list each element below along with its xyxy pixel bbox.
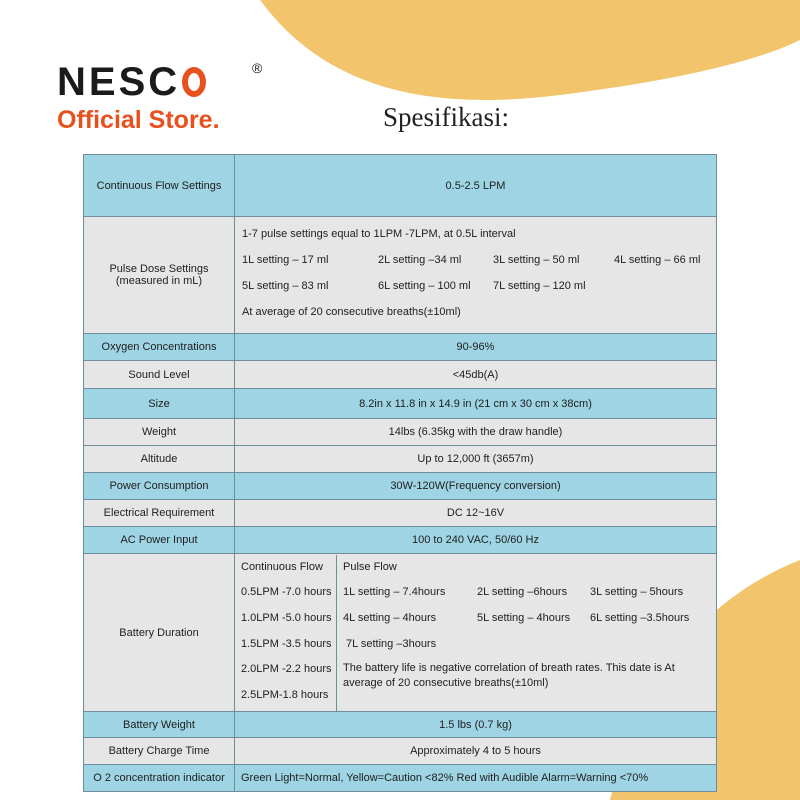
row-value: 14lbs (6.35kg with the draw handle) — [235, 419, 717, 446]
table-row — [84, 361, 717, 389]
row-label: Weight — [84, 419, 235, 446]
row-value: 30W-120W(Frequency conversion) — [235, 473, 717, 500]
list-item: 2L setting –6hours — [477, 586, 568, 599]
row-value: Approximately 4 to 5 hours — [235, 738, 717, 765]
row-value: DC 12~16V — [235, 500, 717, 527]
table-row — [84, 473, 717, 500]
list-item: 6L setting –3.5hours — [590, 611, 690, 624]
table-row — [84, 712, 717, 738]
list-item: 2L setting –34 ml — [378, 254, 462, 266]
list-item: 5L setting – 83 ml — [242, 280, 329, 292]
table-row — [84, 527, 717, 554]
row-label: Size — [84, 389, 235, 419]
table-row — [84, 446, 717, 473]
pulse-settings — [242, 247, 710, 299]
row-label: Pulse Dose Settings (measured in mL) — [84, 217, 235, 334]
logo-wordmark: NESC — [57, 60, 220, 104]
row-value: Up to 12,000 ft (3657m) — [235, 446, 717, 473]
table-row — [84, 554, 717, 712]
nesco-logo — [57, 60, 263, 134]
row-label: Battery Weight — [84, 712, 235, 738]
spec-table — [83, 154, 717, 792]
list-item: 2.5LPM-1.8 hours — [241, 688, 329, 701]
list-item: 1.5LPM -3.5 hours — [241, 637, 332, 650]
row-label: Continuous Flow Settings — [84, 155, 235, 217]
list-item: 7L setting – 120 ml — [493, 280, 586, 292]
registered-mark: ® — [252, 60, 263, 76]
list-item: 4L setting – 66 ml — [614, 254, 701, 266]
row-value: 90-96% — [235, 334, 717, 361]
list-item: 7L setting –3hours — [346, 637, 437, 650]
row-label: Power Consumption — [84, 473, 235, 500]
table-row — [84, 419, 717, 446]
pulse-intro: 1-7 pulse settings equal to 1LPM -7LPM, at 0.5L interval — [242, 228, 516, 240]
list-item: 6L setting – 100 ml — [378, 280, 471, 292]
list-item: 2.0LPM -2.2 hours — [241, 663, 332, 676]
row-value: <45db(A) — [235, 361, 717, 389]
row-label: AC Power Input — [84, 527, 235, 554]
table-row — [84, 765, 717, 792]
row-value — [235, 217, 717, 334]
row-label: Electrical Requirement — [84, 500, 235, 527]
row-value: 100 to 240 VAC, 50/60 Hz — [235, 527, 717, 554]
list-item: 1.0LPM -5.0 hours — [241, 611, 332, 624]
logo-subtitle: Official Store. — [57, 106, 220, 134]
battery-pulse-column — [337, 555, 716, 711]
battery-continuous-column — [235, 555, 337, 711]
row-label: Oxygen Concentrations — [84, 334, 235, 361]
row-value: 0.5-2.5 LPM — [235, 155, 717, 217]
column-title: Continuous Flow — [241, 560, 323, 573]
list-item: 3L setting – 50 ml — [493, 254, 580, 266]
table-row — [84, 738, 717, 765]
row-value: Green Light=Normal, Yellow=Caution <82% Red with Audible Alarm=Warning <70% — [235, 765, 717, 792]
battery-note: The battery life is negative correlation of breath rates. This date is At average of 20 consecutive breaths(±10ml) — [343, 662, 675, 690]
row-label: Sound Level — [84, 361, 235, 389]
table-row — [84, 217, 717, 334]
table-row — [84, 500, 717, 527]
row-value: 8.2in x 11.8 in x 14.9 in (21 cm x 30 cm x 38cm) — [235, 389, 717, 419]
list-item: 1L setting – 7.4hours — [343, 586, 446, 599]
battery-pulse-settings — [343, 580, 710, 657]
list-item: 5L setting – 4hours — [477, 611, 571, 624]
row-value — [235, 554, 717, 712]
table-row — [84, 155, 717, 217]
row-label: O 2 concentration indicator — [84, 765, 235, 792]
row-value: 1.5 lbs (0.7 kg) — [235, 712, 717, 738]
list-item: 3L setting – 5hours — [590, 586, 684, 599]
table-row — [84, 389, 717, 419]
pulse-note: At average of 20 consecutive breaths(±10ml) — [242, 306, 461, 318]
list-item: 4L setting – 4hours — [343, 611, 437, 624]
row-label: Battery Charge Time — [84, 738, 235, 765]
column-title: Pulse Flow — [343, 560, 397, 573]
row-label: Battery Duration — [84, 554, 235, 712]
page-heading: Spesifikasi: — [383, 102, 509, 132]
list-item: 1L setting – 17 ml — [242, 254, 329, 266]
list-item: 0.5LPM -7.0 hours — [241, 586, 332, 599]
table-row — [84, 334, 717, 361]
row-label: Altitude — [84, 446, 235, 473]
logo-o-mark — [182, 67, 206, 97]
